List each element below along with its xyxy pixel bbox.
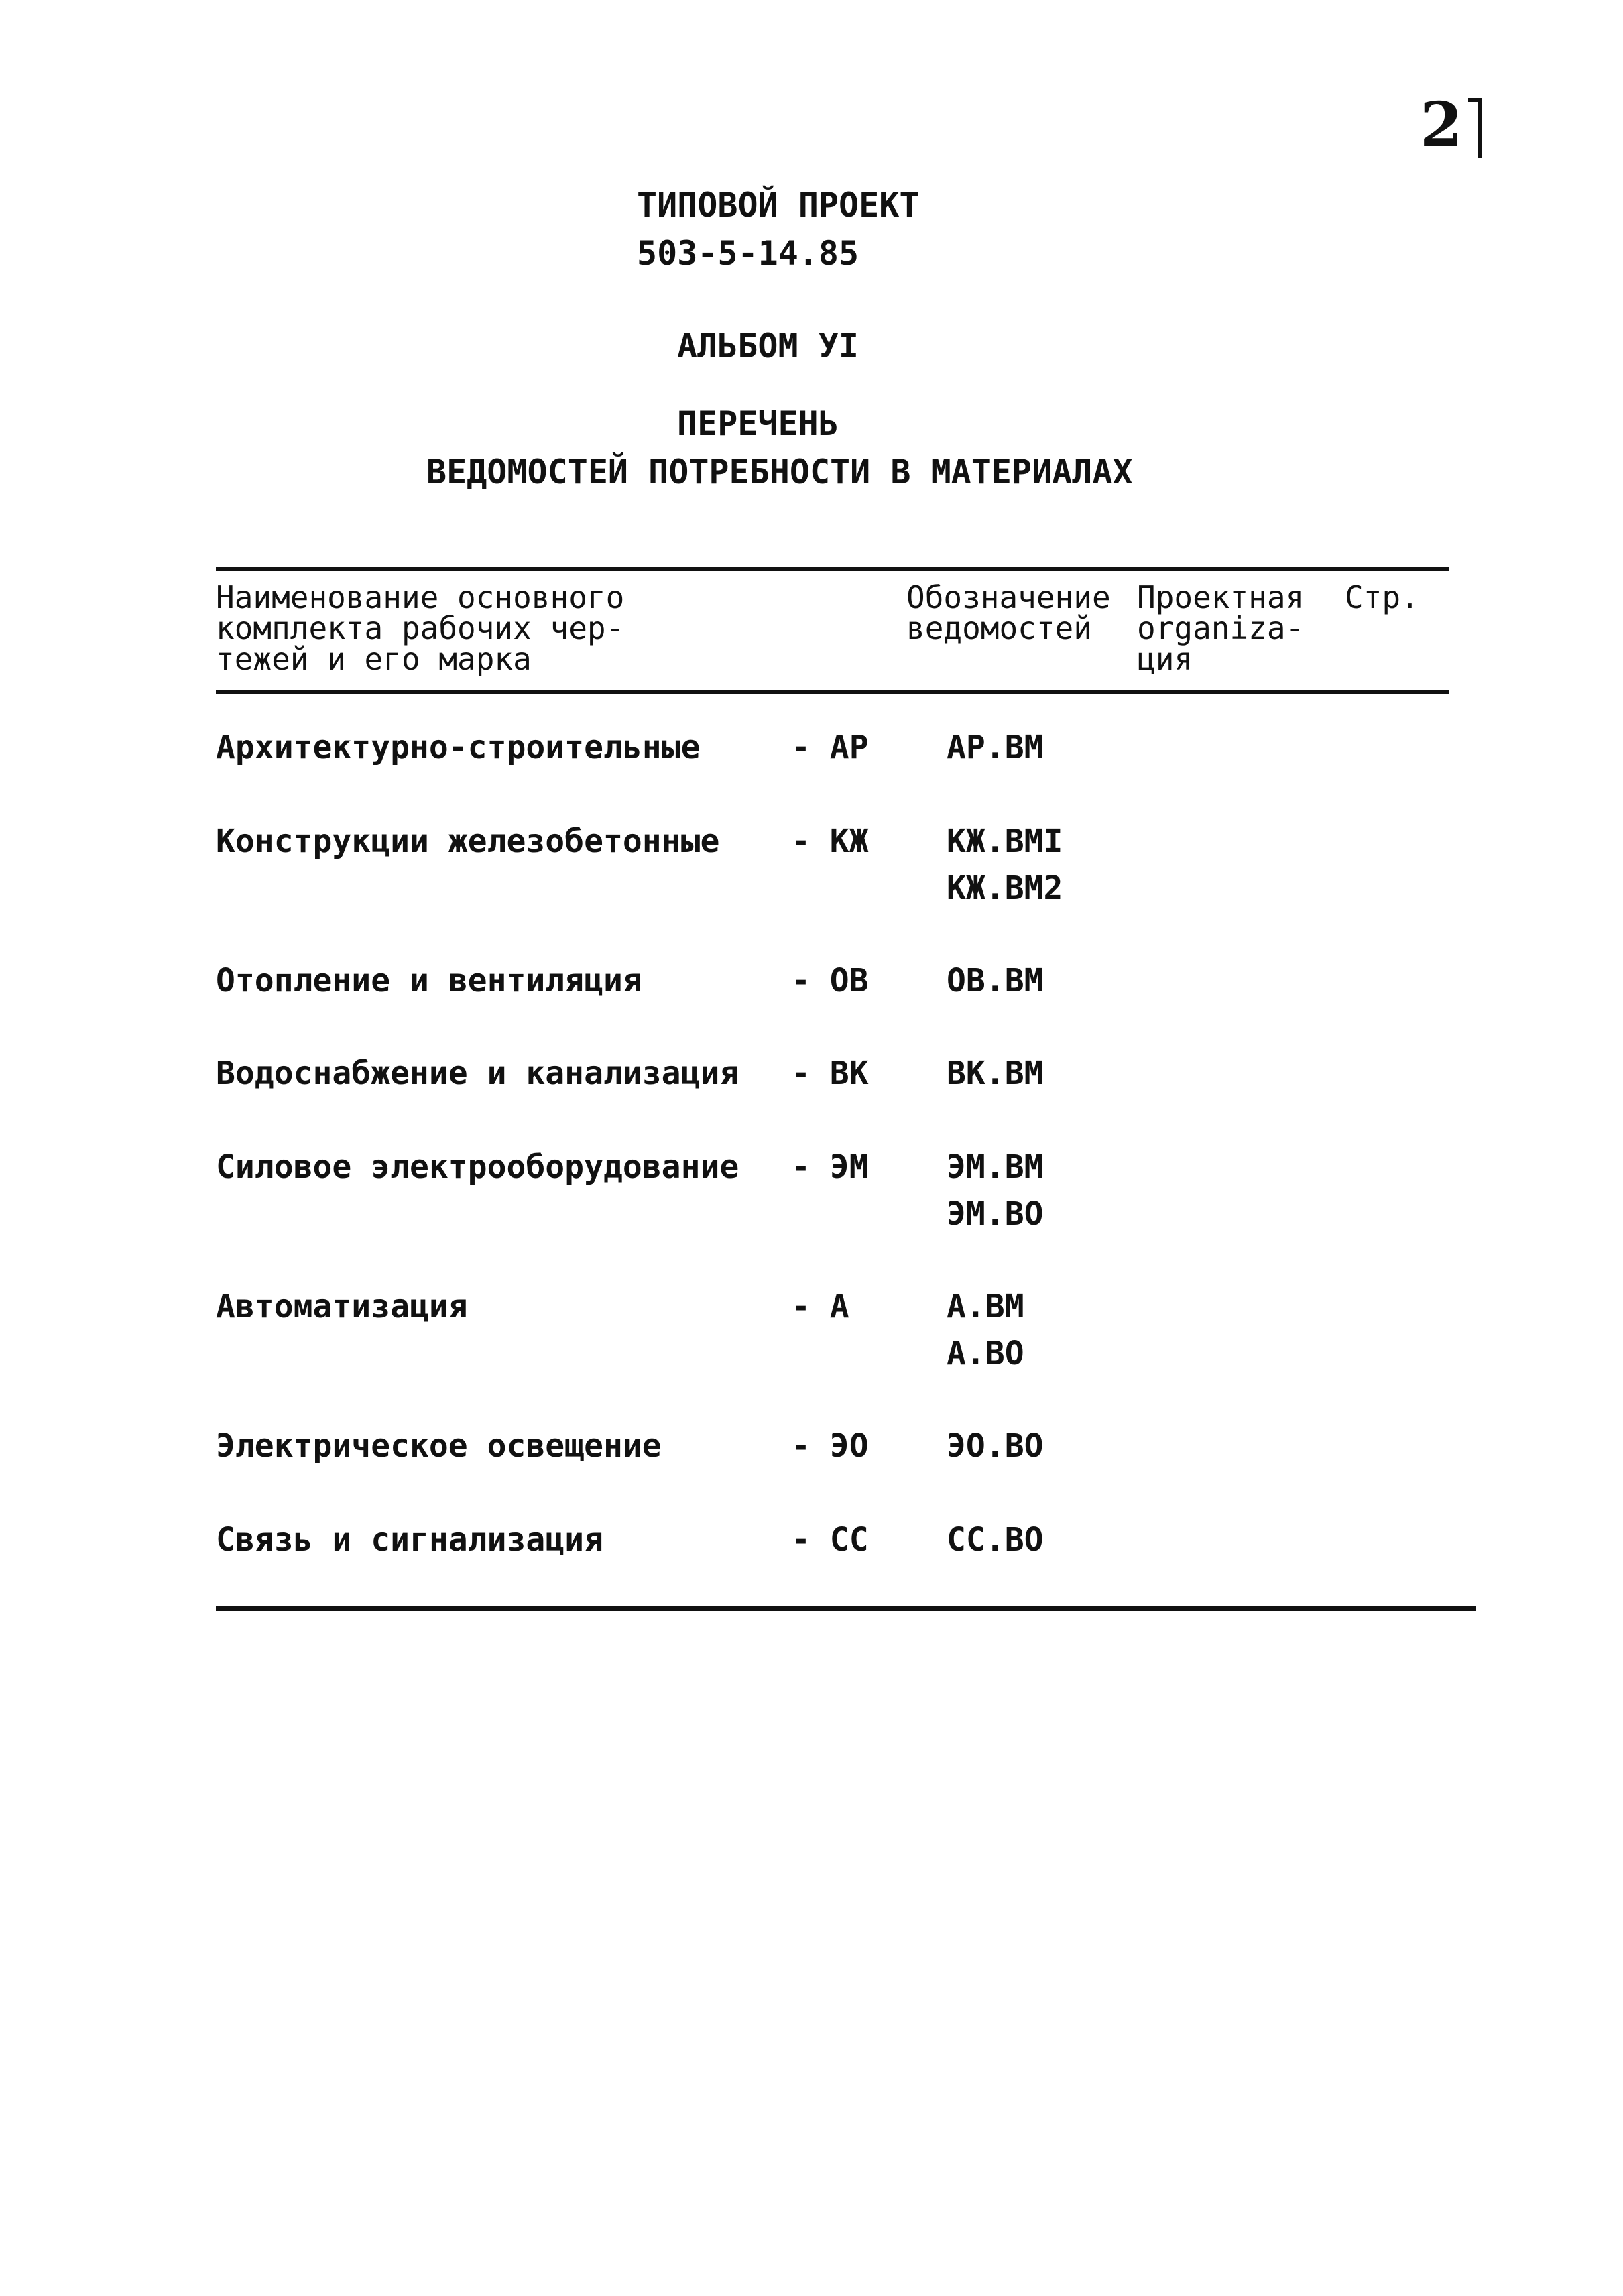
album-title: АЛЬБОМ УI (677, 326, 859, 365)
row-mark: - КЖ (791, 823, 869, 860)
project-label: ТИПОВОЙ ПРОЕКТ (637, 186, 920, 225)
column-header-page: Стр. (1345, 579, 1419, 615)
list-title-line-2: ВЕДОМОСТЕЙ ПОТРЕБНОСТИ В МАТЕРИАЛАХ (426, 452, 1133, 491)
row-name: Конструкции железобетонные (216, 823, 720, 860)
row-code: А.ВО (947, 1335, 1024, 1372)
row-code: ЭМ.ВО (947, 1195, 1044, 1233)
row-mark: - АР (791, 729, 869, 766)
page-number: 2 (1420, 88, 1463, 161)
row-name: Силовое электрооборудование (216, 1148, 739, 1186)
row-mark: - ЭМ (791, 1148, 869, 1186)
row-name: Отопление и вентиляция (216, 962, 642, 1000)
row-codes (947, 724, 1044, 771)
row-name: Связь и сигнализация (216, 1521, 603, 1559)
row-code: СС.ВО (947, 1521, 1044, 1559)
row-codes (947, 957, 1044, 1004)
row-code: ЭМ.ВМ (947, 1148, 1044, 1186)
row-name: Автоматизация (216, 1288, 468, 1325)
row-codes (947, 1423, 1044, 1469)
project-code: 503-5-14.85 (637, 234, 859, 273)
table-top-rule (216, 567, 1449, 571)
project-title-block (637, 181, 919, 278)
list-title-line-1: ПЕРЕЧЕНЬ (677, 404, 839, 443)
row-mark: - А (791, 1288, 849, 1325)
row-code: КЖ.ВМI (947, 823, 1063, 860)
row-mark: - ВК (791, 1054, 869, 1092)
row-mark: - СС (791, 1521, 869, 1559)
column-header-code: Обозначение ведомостей (906, 579, 1111, 646)
row-mark: - ОВ (791, 962, 869, 1000)
row-mark: - ЭО (791, 1427, 869, 1465)
table-header-rule (216, 690, 1449, 694)
row-codes (947, 1144, 1044, 1237)
row-codes (947, 1516, 1044, 1563)
row-name: Водоснабжение и канализация (216, 1054, 739, 1092)
row-name: Электрическое освещение (216, 1427, 662, 1465)
page-number-bracket (1468, 98, 1482, 158)
row-code: А.ВМ (947, 1288, 1024, 1325)
row-code: ВК.ВМ (947, 1054, 1044, 1092)
row-name: Архитектурно-строительные (216, 729, 701, 766)
row-codes (947, 1283, 1024, 1377)
column-header-org: Проектная organiza- ция (1137, 579, 1305, 677)
table-bottom-rule (216, 1606, 1476, 1611)
row-codes (947, 818, 1063, 912)
column-header-name: Наименование основного комплекта рабочих чер- тежей и его марка (216, 579, 625, 677)
row-code: ОВ.ВМ (947, 962, 1044, 1000)
row-codes (947, 1050, 1044, 1097)
row-code: КЖ.ВМ2 (947, 869, 1063, 907)
row-code: АР.ВМ (947, 729, 1044, 766)
row-code: ЭО.ВО (947, 1427, 1044, 1465)
